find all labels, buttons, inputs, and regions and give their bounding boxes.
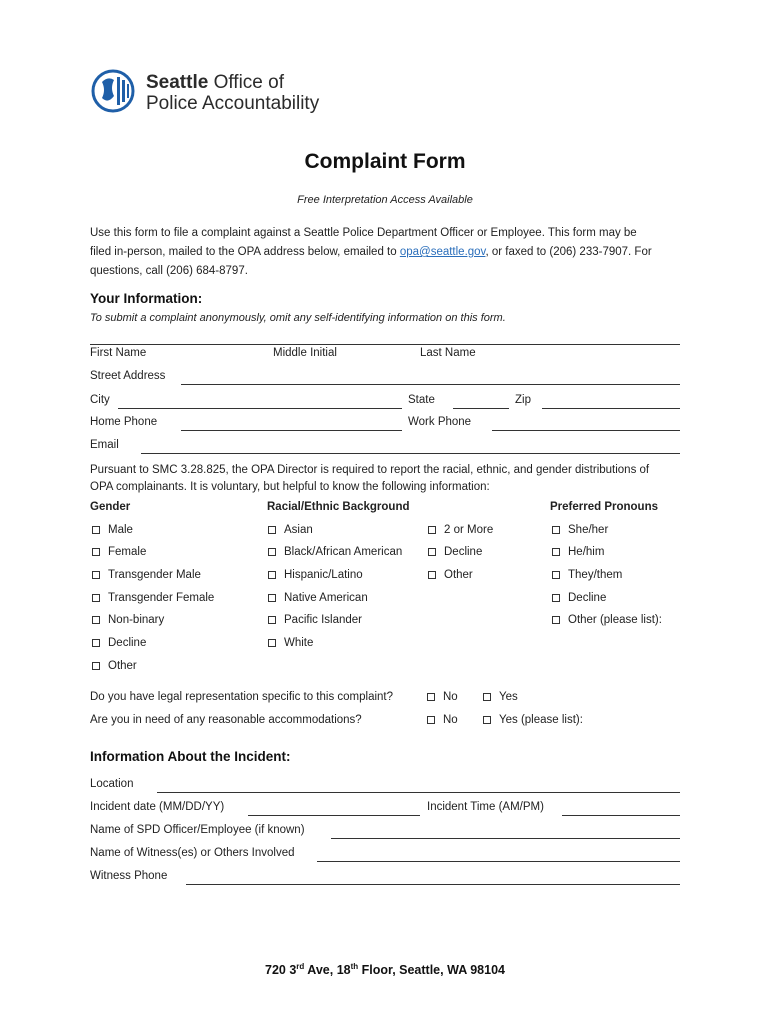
legal-no-checkbox[interactable]: No [427,691,458,703]
checkbox-icon [268,571,276,579]
legal-yes-checkbox[interactable]: Yes [483,691,518,703]
pronoun-header: Preferred Pronouns [550,501,658,513]
gender-female-checkbox[interactable]: Female [92,546,146,558]
gender-transgender-female-checkbox[interactable]: Transgender Female [92,592,214,604]
officer-name-field[interactable] [331,838,680,839]
subtitle: Free Interpretation Access Available [297,194,473,206]
incident-date-label: Incident date (MM/DD/YY) [90,801,225,813]
logo-police-accountability: Police Accountability [146,93,320,114]
checkbox-icon [92,526,100,534]
demographics-line-1: Pursuant to SMC 3.28.825, the OPA Director is required to report the racial, ethnic, and gender distributions of [90,464,650,476]
race-decline-checkbox[interactable]: Decline [428,546,482,558]
gender-non-binary-checkbox[interactable]: Non-binary [92,614,164,626]
street-address-label: Street Address [90,370,166,382]
your-info-heading: Your Information: [90,291,203,306]
street-address-field[interactable] [181,384,680,385]
first-name-label: First Name [90,347,147,359]
race-native-american-checkbox[interactable]: Native American [268,592,368,604]
seattle-seal-icon [90,68,136,114]
checkbox-icon [92,571,100,579]
pronoun-she-checkbox[interactable]: She/her [552,524,608,536]
checkbox-icon [483,693,491,701]
pronoun-other-checkbox[interactable]: Other (please list): [552,614,662,626]
checkbox-icon [92,639,100,647]
witness-phone-label: Witness Phone [90,870,168,882]
checkbox-icon [483,716,491,724]
accommodations-no-checkbox[interactable]: No [427,714,458,726]
race-asian-checkbox[interactable]: Asian [268,524,313,536]
gender-other-checkbox[interactable]: Other [92,660,137,672]
checkbox-icon [428,526,436,534]
logo-office-of: Office of [208,72,284,93]
checkbox-icon [428,548,436,556]
incident-time-field[interactable] [562,815,680,816]
checkbox-icon [268,526,276,534]
footer-address: 720 3rd Ave, 18th Floor, Seattle, WA 98104 [265,962,505,978]
zip-label: Zip [515,394,531,406]
work-phone-label: Work Phone [408,416,472,428]
witness-name-field[interactable] [317,861,680,862]
intro-line-1: Use this form to file a complaint against a Seattle Police Department Officer or Employee. This form may be [90,227,637,239]
home-phone-label: Home Phone [90,416,158,428]
checkbox-icon [92,594,100,602]
checkbox-icon [92,548,100,556]
race-other-checkbox[interactable]: Other [428,569,473,581]
legal-representation-question: Do you have legal representation specific to this complaint? [90,691,394,703]
incident-heading: Information About the Incident: [90,749,291,764]
state-field[interactable] [453,408,509,409]
anonymous-note: To submit a complaint anonymously, omit any self-identifying information on this form. [90,312,506,324]
gender-transgender-male-checkbox[interactable]: Transgender Male [92,569,201,581]
checkbox-icon [552,548,560,556]
city-label: City [90,394,110,406]
checkbox-icon [552,571,560,579]
race-hispanic-checkbox[interactable]: Hispanic/Latino [268,569,363,581]
gender-male-checkbox[interactable]: Male [92,524,133,536]
checkbox-icon [92,616,100,624]
pronoun-he-checkbox[interactable]: He/him [552,546,604,558]
state-label: State [408,394,435,406]
opa-logo [90,68,330,118]
email-link[interactable]: opa@seattle.gov [399,246,486,258]
demographics-line-2: OPA complainants. It is voluntary, but helpful to know the following information: [90,481,490,493]
race-pacific-islander-checkbox[interactable]: Pacific Islander [268,614,362,626]
demographics-note [90,462,649,496]
zip-field[interactable] [542,408,680,409]
intro-line-2: filed in-person, mailed to the OPA address below, emailed to [90,246,400,258]
witness-name-label: Name of Witness(es) or Others Involved [90,847,295,859]
email-label: Email [90,439,119,451]
logo-seattle: Seattle [146,72,209,93]
checkbox-icon [552,616,560,624]
intro-line-2b: , or faxed to (206) 233-7907. For [485,246,652,258]
incident-date-field[interactable] [248,815,420,816]
location-field[interactable] [157,792,680,793]
checkbox-icon [427,716,435,724]
work-phone-field[interactable] [492,430,680,431]
last-name-label: Last Name [420,347,476,359]
race-header: Racial/Ethnic Background [267,501,410,513]
gender-header: Gender [90,501,131,513]
race-two-or-more-checkbox[interactable]: 2 or More [428,524,493,536]
location-label: Location [90,778,134,790]
gender-decline-checkbox[interactable]: Decline [92,637,146,649]
checkbox-icon [268,594,276,602]
city-field[interactable] [118,408,402,409]
race-white-checkbox[interactable]: White [268,637,313,649]
checkbox-icon [427,693,435,701]
checkbox-icon [428,571,436,579]
accommodations-question: Are you in need of any reasonable accommodations? [90,714,362,726]
email-field[interactable] [141,453,680,454]
race-black-checkbox[interactable]: Black/African American [268,546,402,558]
pronoun-decline-checkbox[interactable]: Decline [552,592,606,604]
checkbox-icon [552,526,560,534]
accommodations-yes-checkbox[interactable]: Yes (please list): [483,714,583,726]
intro-text [90,224,652,281]
intro-line-3: questions, call (206) 684-8797. [90,265,248,277]
pronoun-they-checkbox[interactable]: They/them [552,569,622,581]
home-phone-field[interactable] [181,430,402,431]
officer-name-label: Name of SPD Officer/Employee (if known) [90,824,305,836]
witness-phone-field[interactable] [186,884,680,885]
checkbox-icon [268,639,276,647]
checkbox-icon [268,616,276,624]
middle-initial-label: Middle Initial [273,347,337,359]
checkbox-icon [268,548,276,556]
name-input-line[interactable] [90,344,680,345]
incident-time-label: Incident Time (AM/PM) [427,801,544,813]
checkbox-icon [92,662,100,670]
page-title: Complaint Form [304,150,466,173]
checkbox-icon [552,594,560,602]
